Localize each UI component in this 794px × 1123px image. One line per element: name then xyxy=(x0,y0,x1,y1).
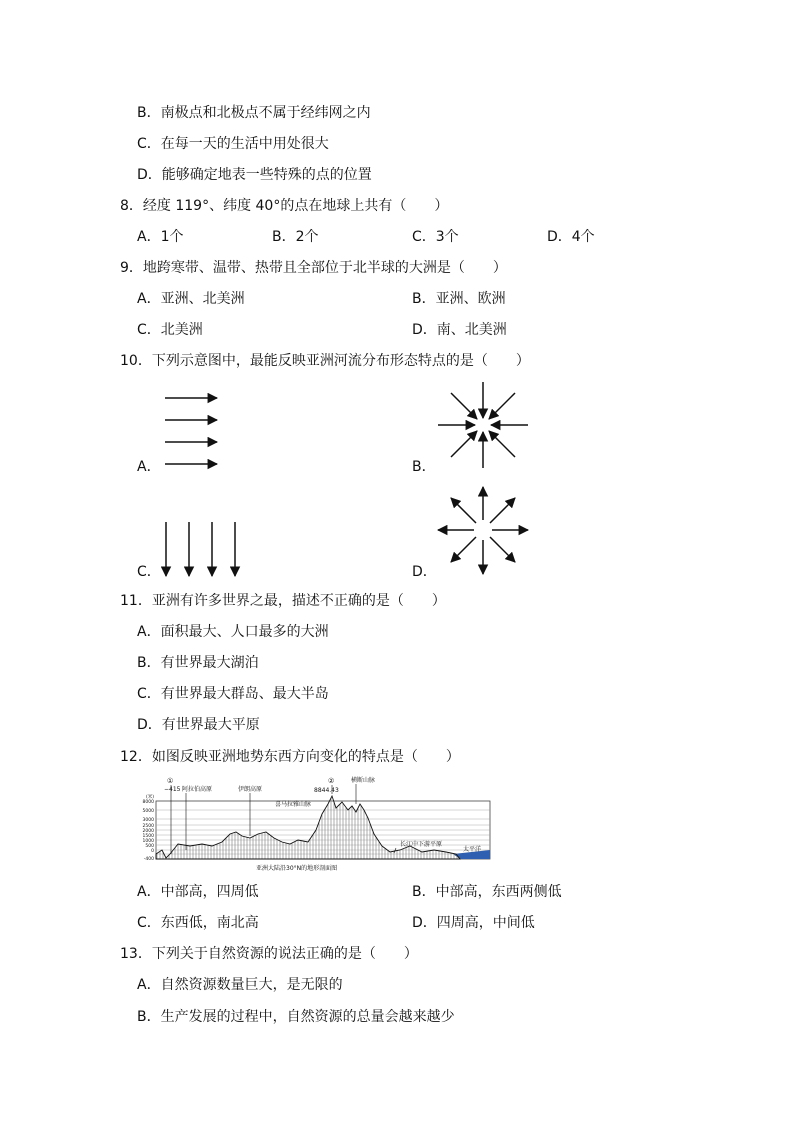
q8-option-d: D．4个 xyxy=(547,229,595,245)
q8-option-c: C．3个 xyxy=(412,229,459,245)
label-arabia: 阿拉伯高原 xyxy=(182,786,213,793)
y-tick-1500: 1500 xyxy=(142,834,154,839)
label-pacific: 太平洋 xyxy=(463,846,482,853)
label-hengduan: 横断山脉 xyxy=(351,777,376,784)
q8-stem: 8．经度 119°、纬度 40°的点在地球上共有（ ） xyxy=(120,198,449,214)
y-tick-2000: 2000 xyxy=(142,829,154,834)
diagram-d-radiating-arrows xyxy=(438,487,528,574)
q7-option-c: C．在每一天的生活中用处很大 xyxy=(137,136,329,152)
q8-option-b: B．2个 xyxy=(272,229,319,245)
q10-option-b: B． xyxy=(412,459,436,475)
q11-option-d: D．有世界最大平原 xyxy=(137,717,260,733)
q11-stem: 11．亚洲有许多世界之最，描述不正确的是（ ） xyxy=(120,593,446,609)
q8-option-a: A．1个 xyxy=(137,229,184,245)
diagram-a-parallel-arrows xyxy=(165,398,217,464)
terrain-profile-figure xyxy=(138,774,492,874)
marker-1: ① xyxy=(167,777,174,785)
y-tick-1000: 1000 xyxy=(142,839,154,844)
y-tick-8000: 8000 xyxy=(142,800,154,805)
q7-option-b: B．南极点和北极点不属于经纬网之内 xyxy=(137,105,371,121)
diagram-b-converging-arrows xyxy=(438,382,528,468)
q13-option-b: B．生产发展的过程中，自然资源的总量会越来越少 xyxy=(137,1009,455,1025)
label-peak: 8844.43 xyxy=(314,787,339,794)
label-iran: 伊朗高原 xyxy=(238,786,263,793)
y-tick-5000: 5000 xyxy=(142,809,154,814)
q13-stem: 13．下列关于自然资源的说法正确的是（ ） xyxy=(120,946,418,962)
q10-option-c: C． xyxy=(137,564,161,580)
y-tick-500: 500 xyxy=(145,844,154,849)
marker-2: ② xyxy=(328,777,335,785)
y-tick-minus400: -400 xyxy=(143,857,154,862)
y-axis-unit: (米) xyxy=(145,795,154,800)
diagram-c-parallel-arrows-down xyxy=(166,522,235,576)
q12-option-c: C．东西低，南北高 xyxy=(137,915,259,931)
label-depth: −415 xyxy=(164,786,181,793)
figure-caption: 亚洲大陆沿30°N的地形剖面图 xyxy=(256,865,338,872)
y-tick-3000: 3000 xyxy=(142,818,154,823)
q10-option-d: D． xyxy=(412,564,437,580)
y-tick-2500: 2500 xyxy=(142,824,154,829)
q12-stem: 12．如图反映亚洲地势东西方向变化的特点是（ ） xyxy=(120,749,460,765)
y-tick-0: 0 xyxy=(151,849,154,854)
q7-option-d: D．能够确定地表一些特殊的点的位置 xyxy=(137,167,372,183)
q11-option-b: B．有世界最大湖泊 xyxy=(137,655,259,671)
q11-option-c: C．有世界最大群岛、最大半岛 xyxy=(137,686,329,702)
q9-option-b: B．亚洲、欧洲 xyxy=(412,291,506,307)
q9-option-a: A．亚洲、北美洲 xyxy=(137,291,245,307)
q9-option-d: D．南、北美洲 xyxy=(412,322,507,338)
q12-option-d: D．四周高，中间低 xyxy=(412,915,535,931)
q13-option-a: A．自然资源数量巨大，是无限的 xyxy=(137,977,343,993)
q11-option-a: A．面积最大、人口最多的大洲 xyxy=(137,624,329,640)
q10-option-a: A． xyxy=(137,459,161,475)
q9-option-c: C．北美洲 xyxy=(137,322,203,338)
q10-stem: 10．下列示意图中，最能反映亚洲河流分布形态特点的是（ ） xyxy=(120,353,530,369)
q12-option-b: B．中部高，东西两侧低 xyxy=(412,884,562,900)
label-yangtze: 长江中下游平原 xyxy=(400,841,443,848)
label-himalaya: 喜马拉雅山脉 xyxy=(275,801,312,808)
q9-stem: 9．地跨寒带、温带、热带且全部位于北半球的大洲是（ ） xyxy=(120,260,507,276)
q12-option-a: A．中部高，四周低 xyxy=(137,884,259,900)
